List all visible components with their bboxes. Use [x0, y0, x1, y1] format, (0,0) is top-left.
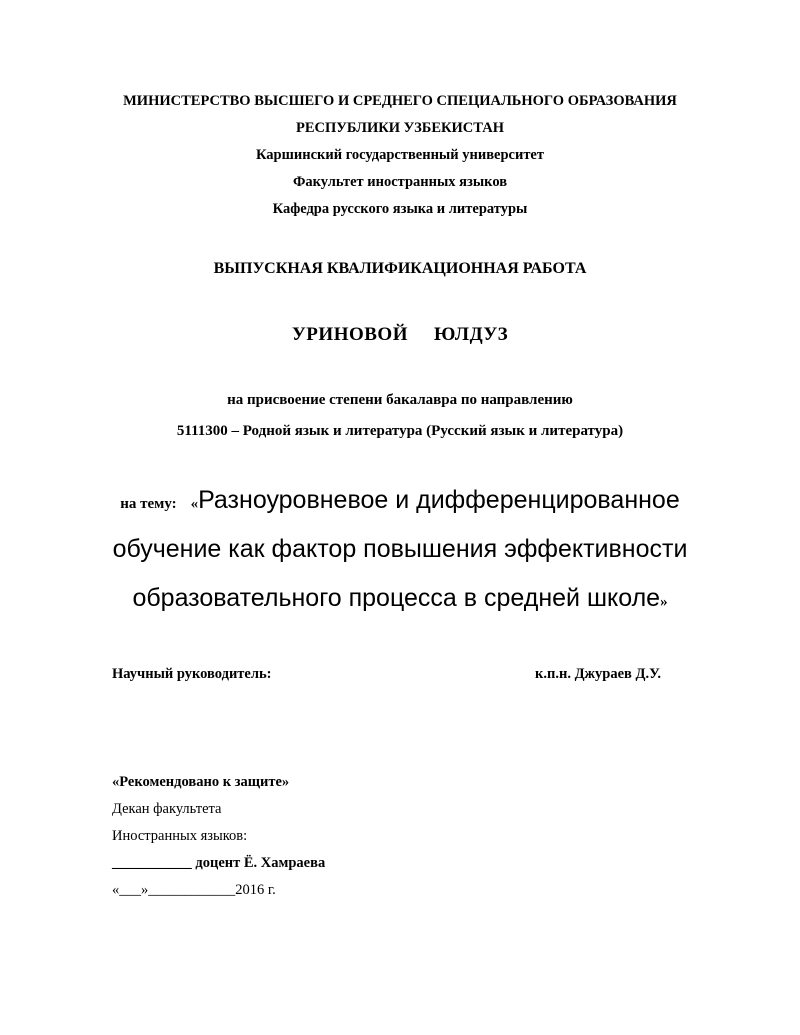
topic-open-quote: « — [190, 496, 199, 512]
dean-position-line-2: Иностранных языков: — [112, 828, 248, 844]
dean-position-line-1: Декан факультета — [112, 801, 222, 817]
topic-line-1 — [0, 486, 800, 515]
author-name — [0, 324, 800, 346]
degree-line-1: на присвоение степени бакалавра по направлению — [227, 392, 573, 408]
work-type-title: ВЫПУСКНАЯ КВАЛИФИКАЦИОННАЯ РАБОТА — [213, 260, 587, 277]
ministry-line-2: РЕСПУБЛИКИ УЗБЕКИСТАН — [296, 120, 504, 136]
topic-text-line-2: обучение как фактор повышения эффективности — [112, 535, 688, 563]
approval-date-line: «___»____________2016 г. — [112, 882, 276, 898]
topic-line-3 — [0, 584, 800, 613]
topic-text-line-3: образовательного процесса в средней школе — [132, 584, 661, 612]
approval-heading: «Рекомендовано к защите» — [112, 774, 290, 790]
topic-line-2 — [0, 535, 800, 564]
topic-label: на тему: — [120, 496, 177, 512]
topic-close-quote: » — [660, 594, 668, 610]
degree-line-2: 5111300 – Родной язык и литература (Русский язык и литература) — [176, 423, 624, 439]
author-given-name: ЮЛДУЗ — [433, 324, 509, 345]
author-surname: УРИНОВОЙ — [291, 324, 408, 345]
ministry-line-1: МИНИСТЕРСТВО ВЫСШЕГО И СРЕДНЕГО СПЕЦИАЛЬНОГО ОБРАЗОВАНИЯ — [123, 93, 677, 109]
department-name: Кафедра русского языка и литературы — [272, 201, 528, 217]
topic-text-line-1: Разноуровневое и дифференцированное — [198, 486, 680, 514]
university-name: Каршинский государственный университет — [255, 147, 544, 163]
faculty-name: Факультет иностранных языков — [292, 174, 508, 190]
dean-signature-line: ___________ доцент Ё. Хамраева — [112, 855, 326, 871]
supervisor-label: Научный руководитель: — [112, 666, 272, 682]
supervisor-name: к.п.н. Джураев Д.У. — [535, 666, 662, 682]
